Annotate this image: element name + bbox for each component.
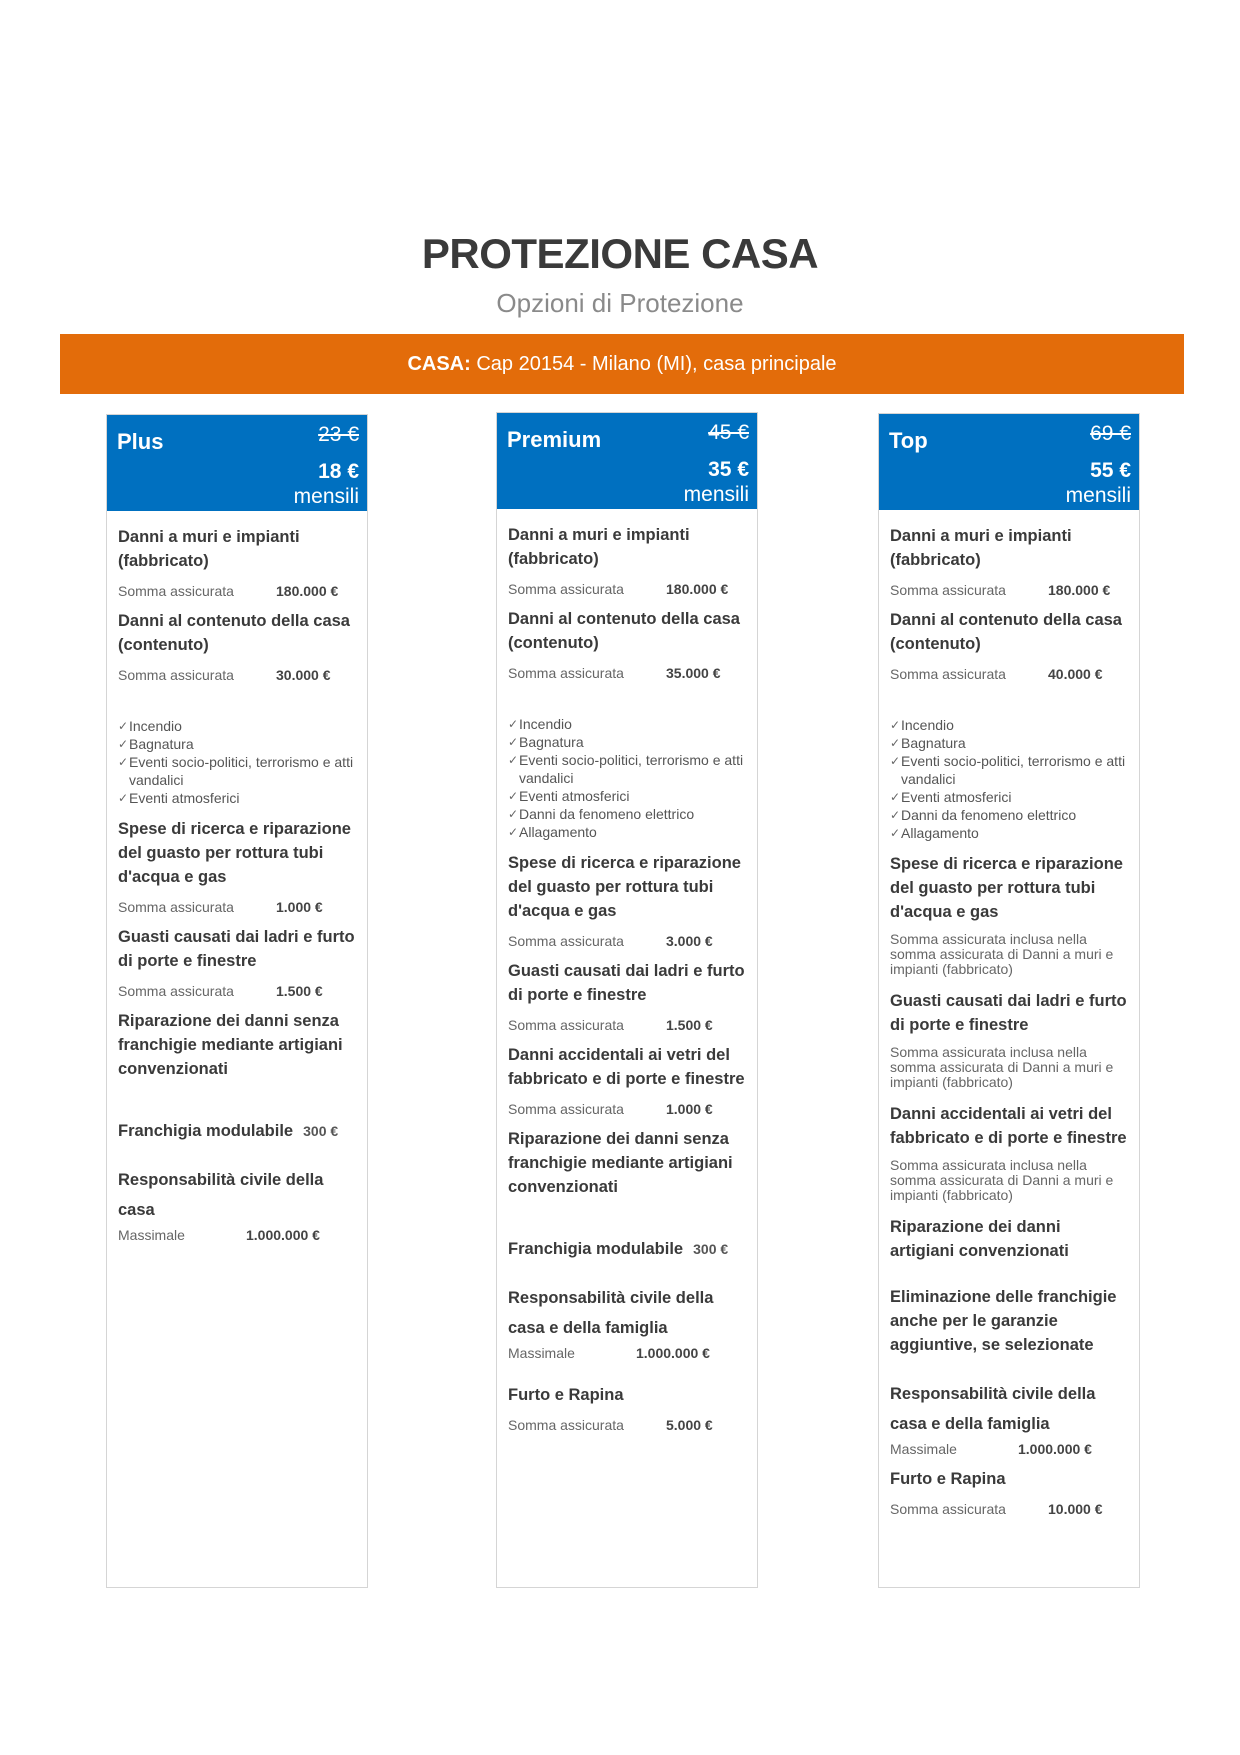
check-icon: ✓ [890, 736, 901, 750]
sum-value: 40.000 € [1048, 666, 1103, 682]
coverage-item: ✓ Danni da fenomeno elettrico [508, 806, 695, 822]
contenuto-sum [508, 665, 747, 681]
check-icon: ✓ [508, 717, 519, 731]
sum-label: Somma assicurata [118, 899, 234, 915]
sum-label: Massimale [508, 1345, 575, 1361]
page-title: PROTEZIONE CASA [421, 230, 819, 277]
check-icon: ✓ [118, 737, 129, 751]
sum-label: Somma assicurata [508, 665, 624, 681]
sum-label: Somma assicurata [890, 1501, 1006, 1517]
check-icon: ✓ [508, 753, 519, 767]
check-icon: ✓ [508, 825, 519, 839]
sum-value: 180.000 € [276, 583, 339, 599]
coverage-list [118, 717, 357, 807]
franchigia-value: 300 € [303, 1123, 339, 1139]
ricerca-title: Spese di ricerca e riparazione del guasto per rottura tubi d'acqua e gas [890, 855, 1123, 921]
sum-value: 1.000.000 € [636, 1345, 710, 1361]
ladri-sum [118, 983, 357, 999]
sum-label: Massimale [118, 1227, 185, 1243]
casa-banner [60, 334, 1184, 394]
plan-card-plus [106, 414, 368, 1588]
coverage-item: ✓ Allagamento [508, 824, 597, 840]
elimina-franchigie-title: Eliminazione delle franchigie anche per le garanzie aggiuntive, se selezionate [890, 1288, 1117, 1354]
ladri-title: Guasti causati dai ladri e furto di porte e finestre [508, 962, 745, 1004]
rc-title: Responsabilità civile della casa e della famiglia [890, 1385, 1096, 1433]
sum-value: 1.000 € [666, 1101, 713, 1117]
fabbricato-sum [890, 582, 1129, 598]
coverage-item: ✓ Incendio [508, 716, 572, 732]
plan-name: Plus [117, 429, 164, 454]
current-price: 35 € [708, 458, 749, 481]
plan-header [107, 415, 367, 511]
casa-label: CASA: [407, 353, 471, 375]
sum-value: 3.000 € [666, 933, 713, 949]
coverage-item: ✓ Eventi atmosferici [890, 789, 1012, 805]
plan-name: Top [889, 428, 928, 453]
plan-header [879, 414, 1139, 510]
furto-sum [890, 1501, 1129, 1517]
sum-value: 1.000 € [276, 899, 323, 915]
old-price: 69 € [1090, 422, 1131, 445]
price-period: mensili [1065, 484, 1131, 507]
coverage-item: ✓ Bagnatura [118, 736, 194, 752]
sum-value: 35.000 € [666, 665, 721, 681]
fabbricato-title: Danni a muri e impianti (fabbricato) [118, 528, 300, 570]
sum-value: 180.000 € [1048, 582, 1111, 598]
sum-value: 10.000 € [1048, 1501, 1103, 1517]
sum-value: 1.500 € [276, 983, 323, 999]
franchigia-row [118, 1119, 357, 1143]
check-icon: ✓ [890, 754, 901, 768]
vetri-title: Danni accidentali ai vetri del fabbricato e di porte e finestre [890, 1105, 1127, 1147]
coverage-list [508, 715, 747, 841]
artigiani-title: Riparazione dei danni artigiani convenzionati [890, 1218, 1069, 1260]
furto-sum [508, 1417, 747, 1433]
ricerca-title: Spese di ricerca e riparazione del guasto per rottura tubi d'acqua e gas [118, 820, 351, 886]
plan-card-top [878, 413, 1140, 1588]
sum-label: Somma assicurata [508, 581, 624, 597]
rc-title: Responsabilità civile della casa [118, 1171, 324, 1219]
vetri-sum [508, 1101, 747, 1117]
ladri-sum [508, 1017, 747, 1033]
coverage-item: ✓ Incendio [118, 718, 182, 734]
check-icon: ✓ [118, 791, 129, 805]
coverage-item: ✓ Bagnatura [890, 735, 966, 751]
franchigia-label: Franchigia modulabile [118, 1122, 294, 1140]
ladri-title: Guasti causati dai ladri e furto di porte e finestre [890, 992, 1127, 1034]
plan-body [107, 511, 367, 1243]
fabbricato-title: Danni a muri e impianti (fabbricato) [890, 527, 1072, 569]
coverage-item: ✓ Incendio [890, 717, 954, 733]
franchigia-row [508, 1237, 747, 1261]
casa-address: Cap 20154 - Milano (MI), casa principale [476, 353, 837, 375]
check-icon: ✓ [118, 719, 129, 733]
price-period: mensili [293, 485, 359, 508]
check-icon: ✓ [118, 755, 129, 769]
check-icon: ✓ [890, 790, 901, 804]
ricerca-sum [508, 933, 747, 949]
vetri-note: Somma assicurata inclusa nella somma assicurata di Danni a muri e impianti (fabbricato) [890, 1157, 1114, 1203]
ladri-title: Guasti causati dai ladri e furto di porte e finestre [118, 928, 355, 970]
coverage-item: ✓ Eventi atmosferici [118, 790, 240, 806]
contenuto-sum [890, 666, 1129, 682]
coverage-list [890, 716, 1129, 842]
plan-header [497, 413, 757, 509]
artigiani-title: Riparazione dei danni senza franchigie mediante artigiani convenzionati [508, 1130, 733, 1196]
furto-title: Furto e Rapina [508, 1386, 624, 1404]
check-icon: ✓ [890, 718, 901, 732]
sum-label: Somma assicurata [118, 667, 234, 683]
rc-sum [508, 1345, 747, 1361]
check-icon: ✓ [890, 826, 901, 840]
coverage-item: ✓ Eventi socio-politici, terrorismo e atti vandalici [508, 752, 744, 786]
coverage-item: ✓ Allagamento [890, 825, 979, 841]
contenuto-title: Danni al contenuto della casa (contenuto) [508, 610, 740, 652]
vetri-title: Danni accidentali ai vetri del fabbricato e di porte e finestre [508, 1046, 745, 1088]
sum-value: 5.000 € [666, 1417, 713, 1433]
contenuto-title: Danni al contenuto della casa (contenuto) [890, 611, 1122, 653]
sum-value: 1.000.000 € [1018, 1441, 1092, 1457]
plan-card-premium [496, 412, 758, 1588]
page-subtitle: Opzioni di Protezione [496, 288, 744, 318]
fabbricato-title: Danni a muri e impianti (fabbricato) [508, 526, 690, 568]
current-price: 18 € [318, 460, 359, 483]
coverage-item: ✓ Eventi socio-politici, terrorismo e atti vandalici [890, 753, 1126, 787]
sum-label: Somma assicurata [118, 583, 234, 599]
plan-name: Premium [507, 427, 602, 452]
ricerca-sum [118, 899, 357, 915]
sum-label: Somma assicurata [118, 983, 234, 999]
sum-value: 180.000 € [666, 581, 729, 597]
sum-value: 1.000.000 € [246, 1227, 320, 1243]
sum-label: Somma assicurata [508, 1017, 624, 1033]
sum-label: Somma assicurata [508, 933, 624, 949]
check-icon: ✓ [508, 807, 519, 821]
plan-body [879, 510, 1139, 1517]
sum-label: Massimale [890, 1441, 957, 1457]
rc-sum [890, 1441, 1129, 1457]
contenuto-sum [118, 667, 357, 683]
sum-label: Somma assicurata [890, 666, 1006, 682]
current-price: 55 € [1090, 459, 1131, 482]
ladri-note: Somma assicurata inclusa nella somma assicurata di Danni a muri e impianti (fabbricato) [890, 1044, 1114, 1090]
franchigia-value: 300 € [693, 1241, 729, 1257]
rc-sum [118, 1227, 357, 1243]
contenuto-title: Danni al contenuto della casa (contenuto) [118, 612, 350, 654]
ricerca-note: Somma assicurata inclusa nella somma assicurata di Danni a muri e impianti (fabbricato) [890, 931, 1114, 977]
franchigia-label: Franchigia modulabile [508, 1240, 684, 1258]
plan-body [497, 509, 757, 1433]
old-price: 23 € [318, 423, 359, 446]
check-icon: ✓ [508, 735, 519, 749]
sum-value: 30.000 € [276, 667, 331, 683]
furto-title: Furto e Rapina [890, 1470, 1006, 1488]
fabbricato-sum [118, 583, 357, 599]
old-price: 45 € [708, 421, 749, 444]
sum-value: 1.500 € [666, 1017, 713, 1033]
artigiani-title: Riparazione dei danni senza franchigie mediante artigiani convenzionati [118, 1012, 343, 1078]
coverage-item: ✓ Danni da fenomeno elettrico [890, 807, 1077, 823]
sum-label: Somma assicurata [508, 1101, 624, 1117]
coverage-item: ✓ Eventi atmosferici [508, 788, 630, 804]
ricerca-title: Spese di ricerca e riparazione del guasto per rottura tubi d'acqua e gas [508, 854, 741, 920]
coverage-item: ✓ Eventi socio-politici, terrorismo e atti vandalici [118, 754, 354, 788]
rc-title: Responsabilità civile della casa e della famiglia [508, 1289, 714, 1337]
fabbricato-sum [508, 581, 747, 597]
sum-label: Somma assicurata [890, 582, 1006, 598]
coverage-item: ✓ Bagnatura [508, 734, 584, 750]
check-icon: ✓ [890, 808, 901, 822]
sum-label: Somma assicurata [508, 1417, 624, 1433]
check-icon: ✓ [508, 789, 519, 803]
price-period: mensili [683, 483, 749, 506]
